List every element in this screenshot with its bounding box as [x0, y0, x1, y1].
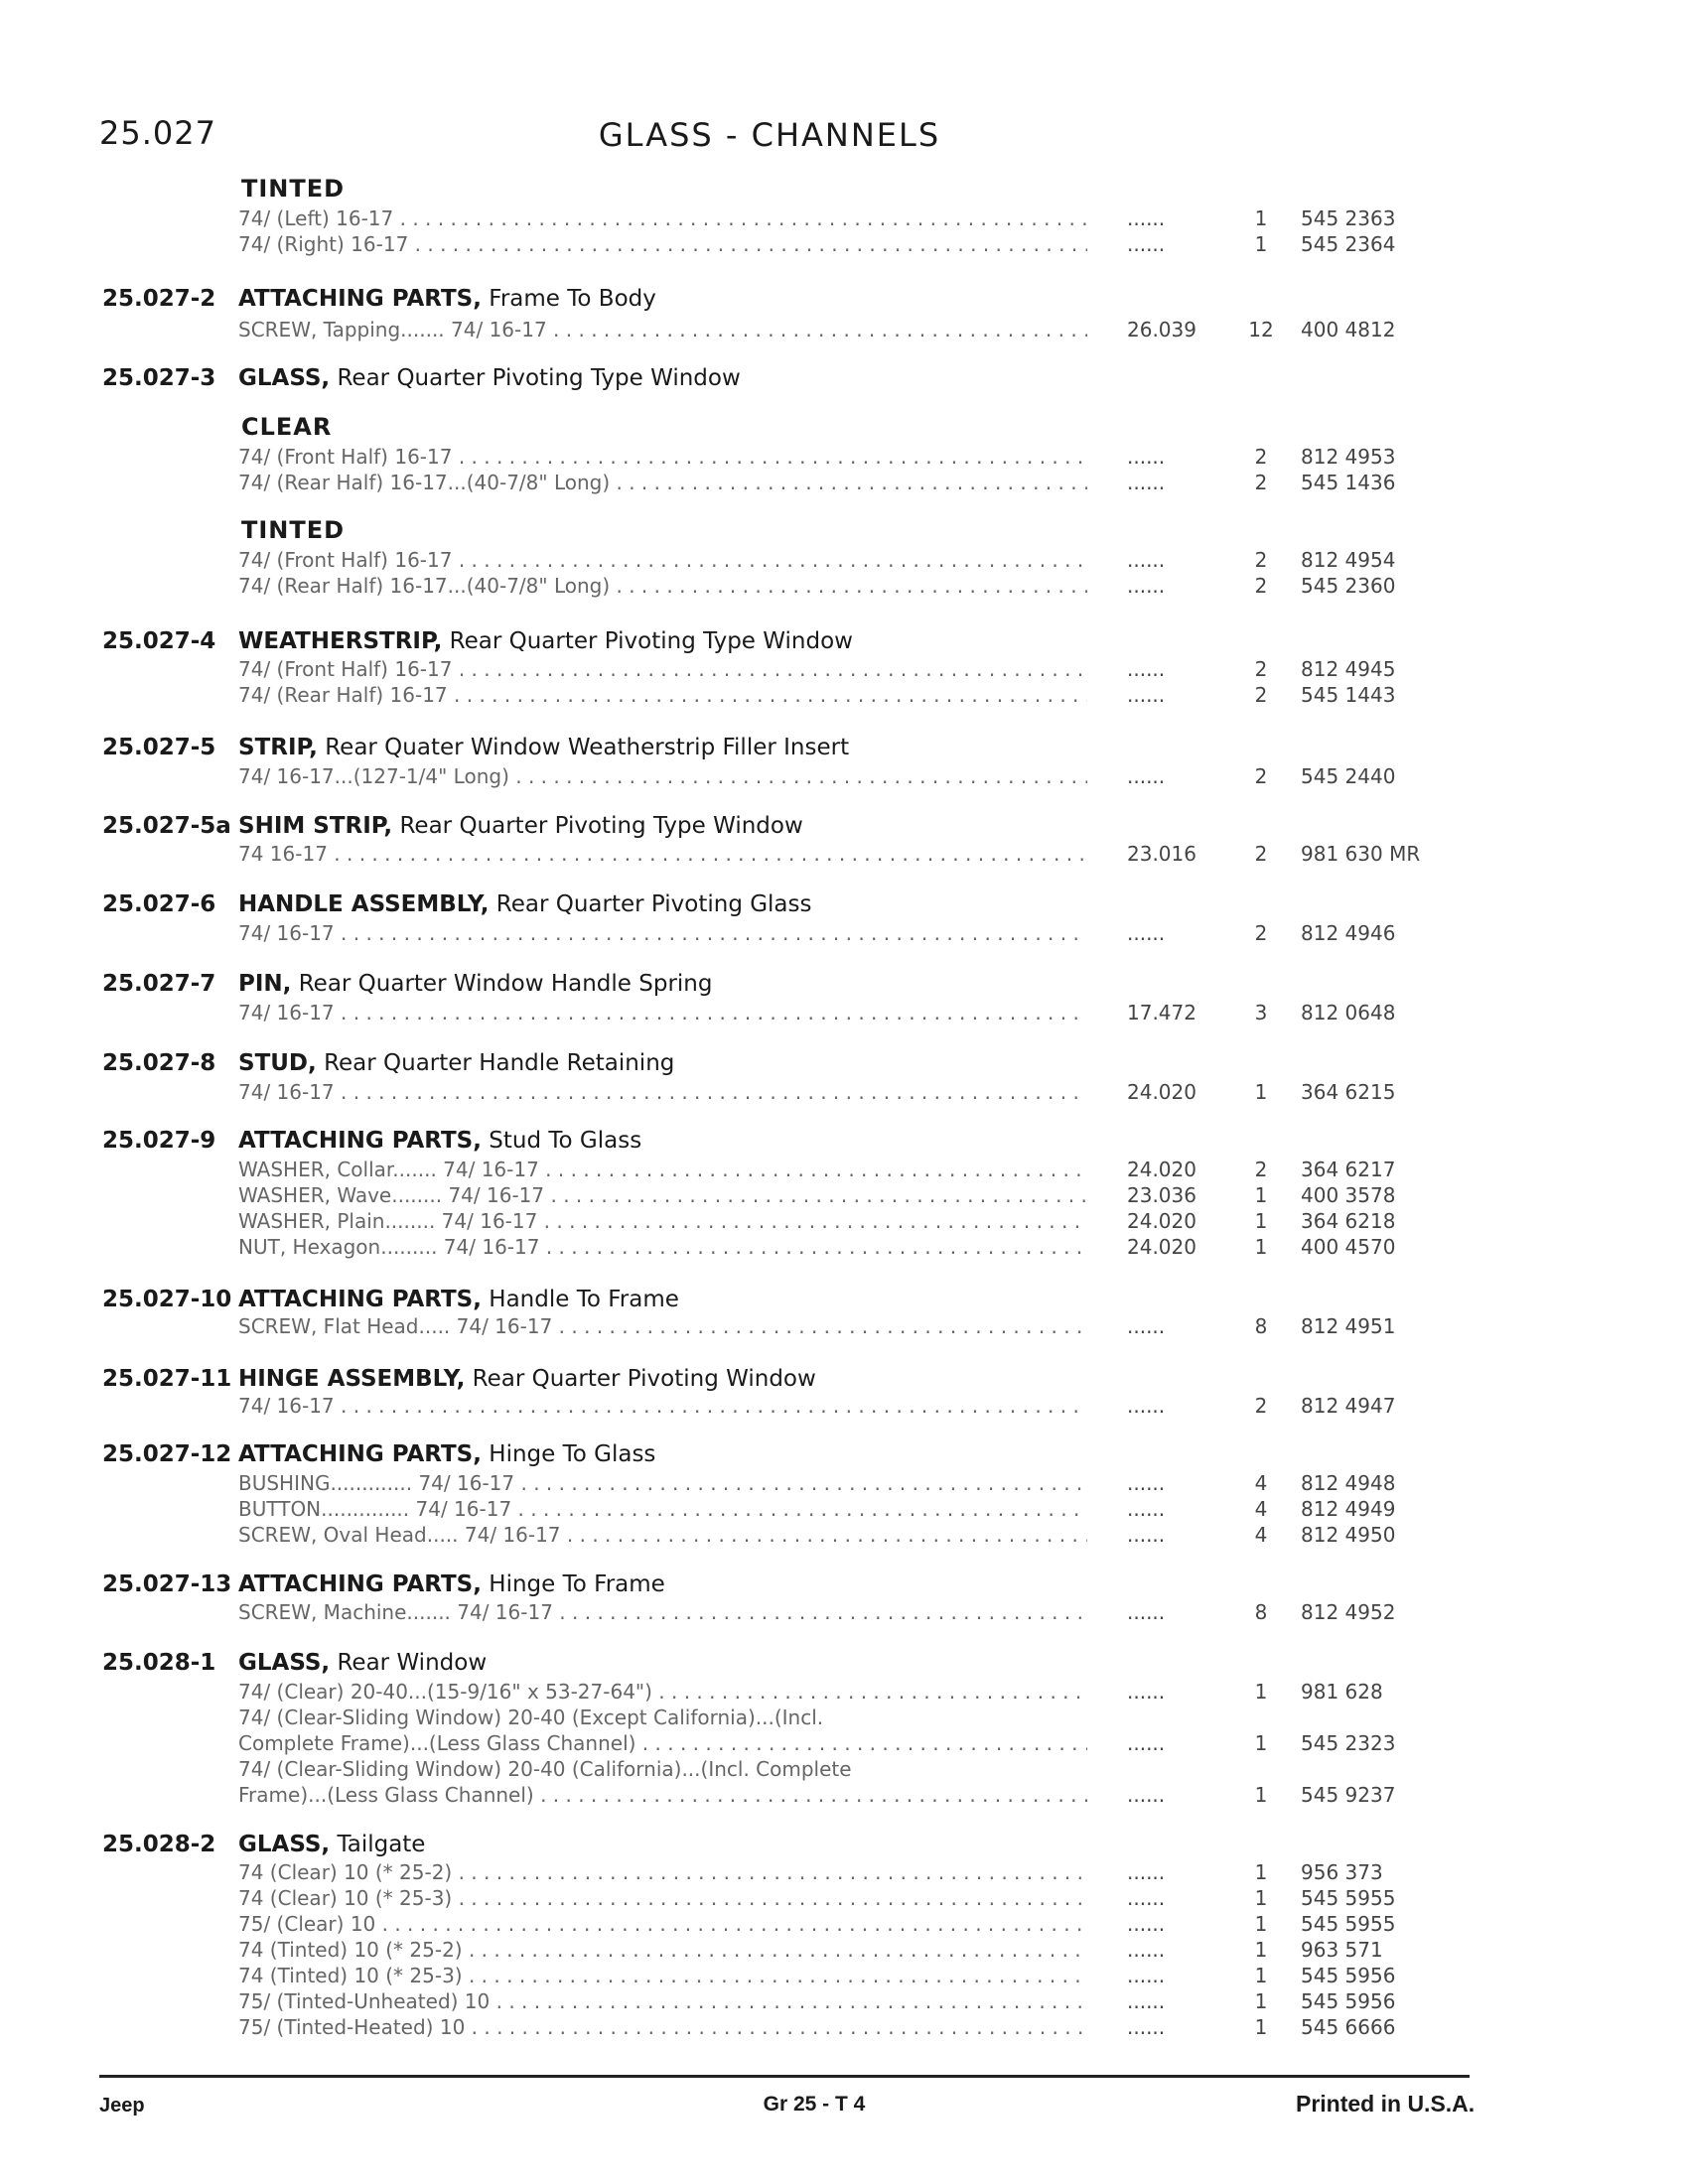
part-row	[0, 657, 1688, 683]
part-reference: ......	[1127, 574, 1166, 598]
part-row	[0, 1860, 1688, 1886]
part-description: 74/ (Front Half) 16-17 . . .	[238, 548, 1087, 572]
part-row	[0, 1209, 1688, 1235]
part-reference: ......	[1127, 1600, 1166, 1624]
part-number: 545 5956	[1301, 1964, 1396, 1987]
part-reference: 17.472	[1127, 1001, 1196, 1024]
section-title	[238, 1441, 655, 1467]
section-title-part-name: ATTACHING PARTS,	[238, 1287, 482, 1312]
part-number: 400 4570	[1301, 1235, 1396, 1259]
part-number: 545 6666	[1301, 2015, 1396, 2039]
part-number: 545 2440	[1301, 764, 1396, 788]
section-title	[238, 735, 849, 760]
section-title-part-name: ATTACHING PARTS,	[238, 286, 482, 312]
part-description: 74/ (Clear-Sliding Window) 20-40 (California)...(Incl. Complete	[238, 1757, 852, 1781]
part-quantity: 1	[1254, 1183, 1268, 1207]
section-title-part-name: HINGE ASSEMBLY,	[238, 1366, 466, 1392]
part-row	[0, 206, 1688, 232]
part-reference: ......	[1127, 657, 1166, 681]
section-title	[238, 1287, 679, 1312]
part-number: 545 1436	[1301, 471, 1396, 494]
part-description: SCREW, Tapping....... 74/ 16-17 . . .	[238, 318, 1087, 341]
part-number: 812 4952	[1301, 1600, 1396, 1624]
section-number: 25.027-2	[102, 286, 216, 312]
footer-group: Gr 25 - T 4	[763, 2093, 866, 2116]
page-number: 25.027	[99, 114, 216, 152]
part-number: 812 4949	[1301, 1497, 1396, 1521]
section-title-description: Rear Window	[330, 1650, 488, 1676]
part-number: 545 2363	[1301, 206, 1396, 230]
part-row	[0, 318, 1688, 343]
part-row	[0, 1783, 1688, 1809]
section-title-description: Rear Quarter Pivoting Type Window	[442, 628, 853, 654]
part-reference: ......	[1127, 1989, 1166, 2013]
section-title	[238, 628, 853, 654]
part-reference: ......	[1127, 764, 1166, 788]
subgroup-heading: CLEAR	[241, 413, 333, 441]
part-number: 364 6217	[1301, 1158, 1396, 1181]
section-title-part-name: HANDLE ASSEMBLY,	[238, 891, 490, 917]
part-row	[0, 1731, 1688, 1757]
part-quantity: 4	[1254, 1471, 1268, 1495]
part-description: 74/ (Front Half) 16-17 . . .	[238, 657, 1087, 681]
part-row	[0, 1706, 1688, 1731]
subgroup-heading: TINTED	[241, 516, 346, 544]
part-row	[0, 842, 1688, 868]
part-quantity: 1	[1254, 1080, 1268, 1104]
section-title-description: Tailgate	[330, 1832, 426, 1857]
part-number: 400 3578	[1301, 1183, 1396, 1207]
part-number: 545 5955	[1301, 1912, 1396, 1936]
section-number: 25.028-1	[102, 1650, 216, 1676]
part-reference: ......	[1127, 2015, 1166, 2039]
page-title: GLASS - CHANNELS	[598, 116, 941, 154]
part-description: 74/ (Front Half) 16-17 . . .	[238, 445, 1087, 469]
section-number: 25.027-4	[102, 628, 216, 654]
part-number: 981 630 MR	[1301, 842, 1421, 866]
part-row	[0, 2015, 1688, 2041]
part-row	[0, 1158, 1688, 1183]
part-description: WASHER, Wave........ 74/ 16-17 . . .	[238, 1183, 1087, 1207]
part-row	[0, 1964, 1688, 1989]
part-description: 74/ (Left) 16-17 . . .	[238, 206, 1087, 230]
part-quantity: 2	[1254, 445, 1268, 469]
part-description: 74 (Tinted) 10 (* 25-2) . . .	[238, 1938, 1087, 1962]
section-title-part-name: ATTACHING PARTS,	[238, 1128, 482, 1154]
part-quantity: 2	[1254, 574, 1268, 598]
part-row	[0, 1757, 1688, 1783]
part-number: 545 2364	[1301, 232, 1396, 256]
part-row	[0, 574, 1688, 600]
part-row	[0, 764, 1688, 790]
part-quantity: 2	[1254, 657, 1268, 681]
part-reference: ......	[1127, 1731, 1166, 1755]
part-description: 74/ 16-17 . . .	[238, 1001, 1087, 1024]
section-title-part-name: STUD,	[238, 1050, 317, 1076]
section-title	[238, 1571, 665, 1597]
section-number: 25.027-10	[102, 1287, 232, 1312]
part-quantity: 1	[1254, 1680, 1268, 1704]
subgroup-heading: TINTED	[241, 175, 346, 203]
part-row	[0, 1886, 1688, 1912]
part-reference: 26.039	[1127, 318, 1196, 341]
part-number: 545 1443	[1301, 683, 1396, 707]
part-reference: 23.036	[1127, 1183, 1196, 1207]
part-reference: ......	[1127, 206, 1166, 230]
section-title	[238, 1832, 425, 1857]
section-title-part-name: ATTACHING PARTS,	[238, 1441, 482, 1467]
part-quantity: 1	[1254, 1731, 1268, 1755]
part-number: 364 6215	[1301, 1080, 1396, 1104]
section-title-description: Frame To Body	[481, 286, 656, 312]
section-title-part-name: SHIM STRIP,	[238, 813, 393, 839]
part-row	[0, 921, 1688, 947]
section-title-part-name: WEATHERSTRIP,	[238, 628, 443, 654]
part-quantity: 2	[1254, 842, 1268, 866]
section-title	[238, 1366, 816, 1392]
part-row	[0, 1235, 1688, 1261]
section-number: 25.027-11	[102, 1366, 232, 1392]
part-quantity: 1	[1254, 1912, 1268, 1936]
part-number: 812 0648	[1301, 1001, 1396, 1024]
section-title-description: Rear Quarter Pivoting Glass	[489, 891, 812, 917]
section-title-part-name: PIN,	[238, 971, 292, 997]
part-quantity: 4	[1254, 1497, 1268, 1521]
part-reference: ......	[1127, 1523, 1166, 1547]
section-title-description: Hinge To Frame	[481, 1571, 665, 1597]
part-row	[0, 1080, 1688, 1106]
part-description: BUSHING............. 74/ 16-17 . . .	[238, 1471, 1087, 1495]
part-reference: ......	[1127, 1912, 1166, 1936]
part-description: Frame)...(Less Glass Channel) . . .	[238, 1783, 1087, 1807]
part-reference: ......	[1127, 1680, 1166, 1704]
part-quantity: 1	[1254, 1783, 1268, 1807]
part-description: SCREW, Machine....... 74/ 16-17 . . .	[238, 1600, 1087, 1624]
section-number: 25.027-8	[102, 1050, 216, 1076]
section-title-description: Handle To Frame	[481, 1287, 679, 1312]
section-number: 25.027-5	[102, 735, 216, 760]
part-quantity: 1	[1254, 1964, 1268, 1987]
part-quantity: 2	[1254, 471, 1268, 494]
section-title-description: Rear Quarter Pivoting Window	[465, 1366, 816, 1392]
part-description: 75/ (Clear) 10 . . .	[238, 1912, 1087, 1936]
section-title	[238, 813, 803, 839]
part-reference: ......	[1127, 1394, 1166, 1418]
footer-rule	[99, 2075, 1470, 2078]
part-row	[0, 1183, 1688, 1209]
section-number: 25.027-13	[102, 1571, 232, 1597]
part-row	[0, 445, 1688, 471]
part-number: 812 4954	[1301, 548, 1396, 572]
section-number: 25.027-7	[102, 971, 216, 997]
part-row	[0, 1523, 1688, 1549]
part-quantity: 1	[1254, 206, 1268, 230]
part-quantity: 1	[1254, 1989, 1268, 2013]
part-description: 74/ (Clear) 20-40...(15-9/16" x 53-27-64") . . .	[238, 1680, 1087, 1704]
part-row	[0, 1471, 1688, 1497]
part-reference: 23.016	[1127, 842, 1196, 866]
part-quantity: 1	[1254, 1235, 1268, 1259]
part-quantity: 1	[1254, 232, 1268, 256]
part-number: 812 4948	[1301, 1471, 1396, 1495]
section-title-description: Hinge To Glass	[481, 1441, 656, 1467]
section-number: 25.027-12	[102, 1441, 232, 1467]
part-number: 545 9237	[1301, 1783, 1396, 1807]
part-quantity: 4	[1254, 1523, 1268, 1547]
part-number: 963 571	[1301, 1938, 1383, 1962]
part-reference: ......	[1127, 683, 1166, 707]
part-number: 812 4945	[1301, 657, 1396, 681]
part-reference: ......	[1127, 1860, 1166, 1884]
part-row	[0, 1680, 1688, 1706]
part-row	[0, 471, 1688, 496]
section-number: 25.027-9	[102, 1128, 216, 1154]
part-number: 364 6218	[1301, 1209, 1396, 1233]
part-reference: 24.020	[1127, 1158, 1196, 1181]
section-title-part-name: STRIP,	[238, 735, 318, 760]
part-row	[0, 683, 1688, 709]
footer-printed: Printed in U.S.A.	[1296, 2091, 1476, 2116]
section-title-part-name: GLASS,	[238, 1832, 331, 1857]
part-reference: ......	[1127, 1314, 1166, 1338]
part-description: 74/ (Clear-Sliding Window) 20-40 (Except California)...(Incl.	[238, 1706, 824, 1729]
part-row	[0, 1600, 1688, 1626]
part-reference: ......	[1127, 1938, 1166, 1962]
part-quantity: 2	[1254, 548, 1268, 572]
part-reference: ......	[1127, 921, 1166, 945]
part-reference: ......	[1127, 548, 1166, 572]
section-title-description: Rear Quater Window Weatherstrip Filler Insert	[317, 735, 850, 760]
part-quantity: 8	[1254, 1314, 1268, 1338]
part-quantity: 8	[1254, 1600, 1268, 1624]
part-quantity: 1	[1254, 1860, 1268, 1884]
part-number: 812 4950	[1301, 1523, 1396, 1547]
section-title	[238, 1650, 487, 1676]
part-number: 545 5956	[1301, 1989, 1396, 2013]
section-title	[238, 1128, 641, 1154]
part-description: NUT, Hexagon......... 74/ 16-17 . . .	[238, 1235, 1087, 1259]
part-quantity: 2	[1254, 921, 1268, 945]
part-reference: ......	[1127, 1886, 1166, 1910]
part-description: WASHER, Collar....... 74/ 16-17 . . .	[238, 1158, 1087, 1181]
part-description: 74/ (Right) 16-17 . . .	[238, 232, 1087, 256]
part-quantity: 1	[1254, 2015, 1268, 2039]
part-description: SCREW, Oval Head..... 74/ 16-17 . . .	[238, 1523, 1087, 1547]
part-description: 74 16-17 . . .	[238, 842, 1087, 866]
part-reference: 24.020	[1127, 1235, 1196, 1259]
part-number: 812 4953	[1301, 445, 1396, 469]
part-number: 545 5955	[1301, 1886, 1396, 1910]
part-number: 400 4812	[1301, 318, 1396, 341]
part-description: Complete Frame)...(Less Glass Channel) . . .	[238, 1731, 1087, 1755]
part-description: WASHER, Plain........ 74/ 16-17 . . .	[238, 1209, 1087, 1233]
section-title-part-name: ATTACHING PARTS,	[238, 1571, 482, 1597]
part-row	[0, 1314, 1688, 1340]
part-number: 812 4947	[1301, 1394, 1396, 1418]
part-number: 545 2323	[1301, 1731, 1396, 1755]
part-description: 74/ 16-17 . . .	[238, 1394, 1087, 1418]
section-number: 25.027-6	[102, 891, 216, 917]
section-title-part-name: GLASS,	[238, 1650, 331, 1676]
part-quantity: 2	[1254, 1394, 1268, 1418]
part-quantity: 2	[1254, 1158, 1268, 1181]
section-title	[238, 971, 712, 997]
part-quantity: 2	[1254, 683, 1268, 707]
part-row	[0, 1394, 1688, 1420]
part-reference: 24.020	[1127, 1080, 1196, 1104]
part-reference: ......	[1127, 445, 1166, 469]
section-title-description: Rear Quarter Handle Retaining	[316, 1050, 675, 1076]
section-title-description: Rear Quarter Window Handle Spring	[291, 971, 713, 997]
part-description: BUTTON.............. 74/ 16-17 . . .	[238, 1497, 1087, 1521]
section-number: 25.027-3	[102, 365, 216, 391]
section-title-description: Rear Quarter Pivoting Type Window	[330, 365, 741, 391]
part-row	[0, 1912, 1688, 1938]
part-description: 74 (Tinted) 10 (* 25-3) . . .	[238, 1964, 1087, 1987]
part-number: 981 628	[1301, 1680, 1383, 1704]
part-reference: ......	[1127, 1471, 1166, 1495]
part-description: 74/ (Rear Half) 16-17...(40-7/8" Long) . . .	[238, 471, 1087, 494]
part-description: 74 (Clear) 10 (* 25-3) . . .	[238, 1886, 1087, 1910]
section-title	[238, 891, 812, 917]
section-title	[238, 286, 656, 312]
part-number: 812 4946	[1301, 921, 1396, 945]
section-title-part-name: GLASS,	[238, 365, 331, 391]
part-quantity: 2	[1254, 764, 1268, 788]
part-description: 75/ (Tinted-Heated) 10 . . .	[238, 2015, 1087, 2039]
part-reference: 24.020	[1127, 1209, 1196, 1233]
part-description: 75/ (Tinted-Unheated) 10 . . .	[238, 1989, 1087, 2013]
part-description: 74 (Clear) 10 (* 25-2) . . .	[238, 1860, 1087, 1884]
section-number: 25.028-2	[102, 1832, 216, 1857]
part-quantity: 3	[1254, 1001, 1268, 1024]
part-quantity: 1	[1254, 1886, 1268, 1910]
section-title-description: Stud To Glass	[481, 1128, 642, 1154]
part-quantity: 1	[1254, 1209, 1268, 1233]
part-description: 74/ (Rear Half) 16-17...(40-7/8" Long) . . .	[238, 574, 1087, 598]
part-row	[0, 1497, 1688, 1523]
part-description: 74/ 16-17...(127-1/4" Long) . . .	[238, 764, 1087, 788]
part-reference: ......	[1127, 1497, 1166, 1521]
part-reference: ......	[1127, 232, 1166, 256]
footer-brand: Jeep	[99, 2095, 145, 2116]
section-title	[238, 365, 741, 391]
part-row	[0, 548, 1688, 574]
section-number: 25.027-5a	[102, 813, 231, 839]
part-description: 74/ 16-17 . . .	[238, 1080, 1087, 1104]
part-description: 74/ (Rear Half) 16-17 . . .	[238, 683, 1087, 707]
part-description: SCREW, Flat Head..... 74/ 16-17 . . .	[238, 1314, 1087, 1338]
part-reference: ......	[1127, 1964, 1166, 1987]
part-row	[0, 1938, 1688, 1964]
section-title-description: Rear Quarter Pivoting Type Window	[392, 813, 803, 839]
part-row	[0, 1001, 1688, 1026]
part-reference: ......	[1127, 1783, 1166, 1807]
part-row	[0, 232, 1688, 258]
part-quantity: 12	[1248, 318, 1274, 341]
part-row	[0, 1989, 1688, 2015]
section-title	[238, 1050, 674, 1076]
part-reference: ......	[1127, 471, 1166, 494]
part-quantity: 1	[1254, 1938, 1268, 1962]
part-description: 74/ 16-17 . . .	[238, 921, 1087, 945]
part-number: 956 373	[1301, 1860, 1383, 1884]
part-number: 545 2360	[1301, 574, 1396, 598]
part-number: 812 4951	[1301, 1314, 1396, 1338]
